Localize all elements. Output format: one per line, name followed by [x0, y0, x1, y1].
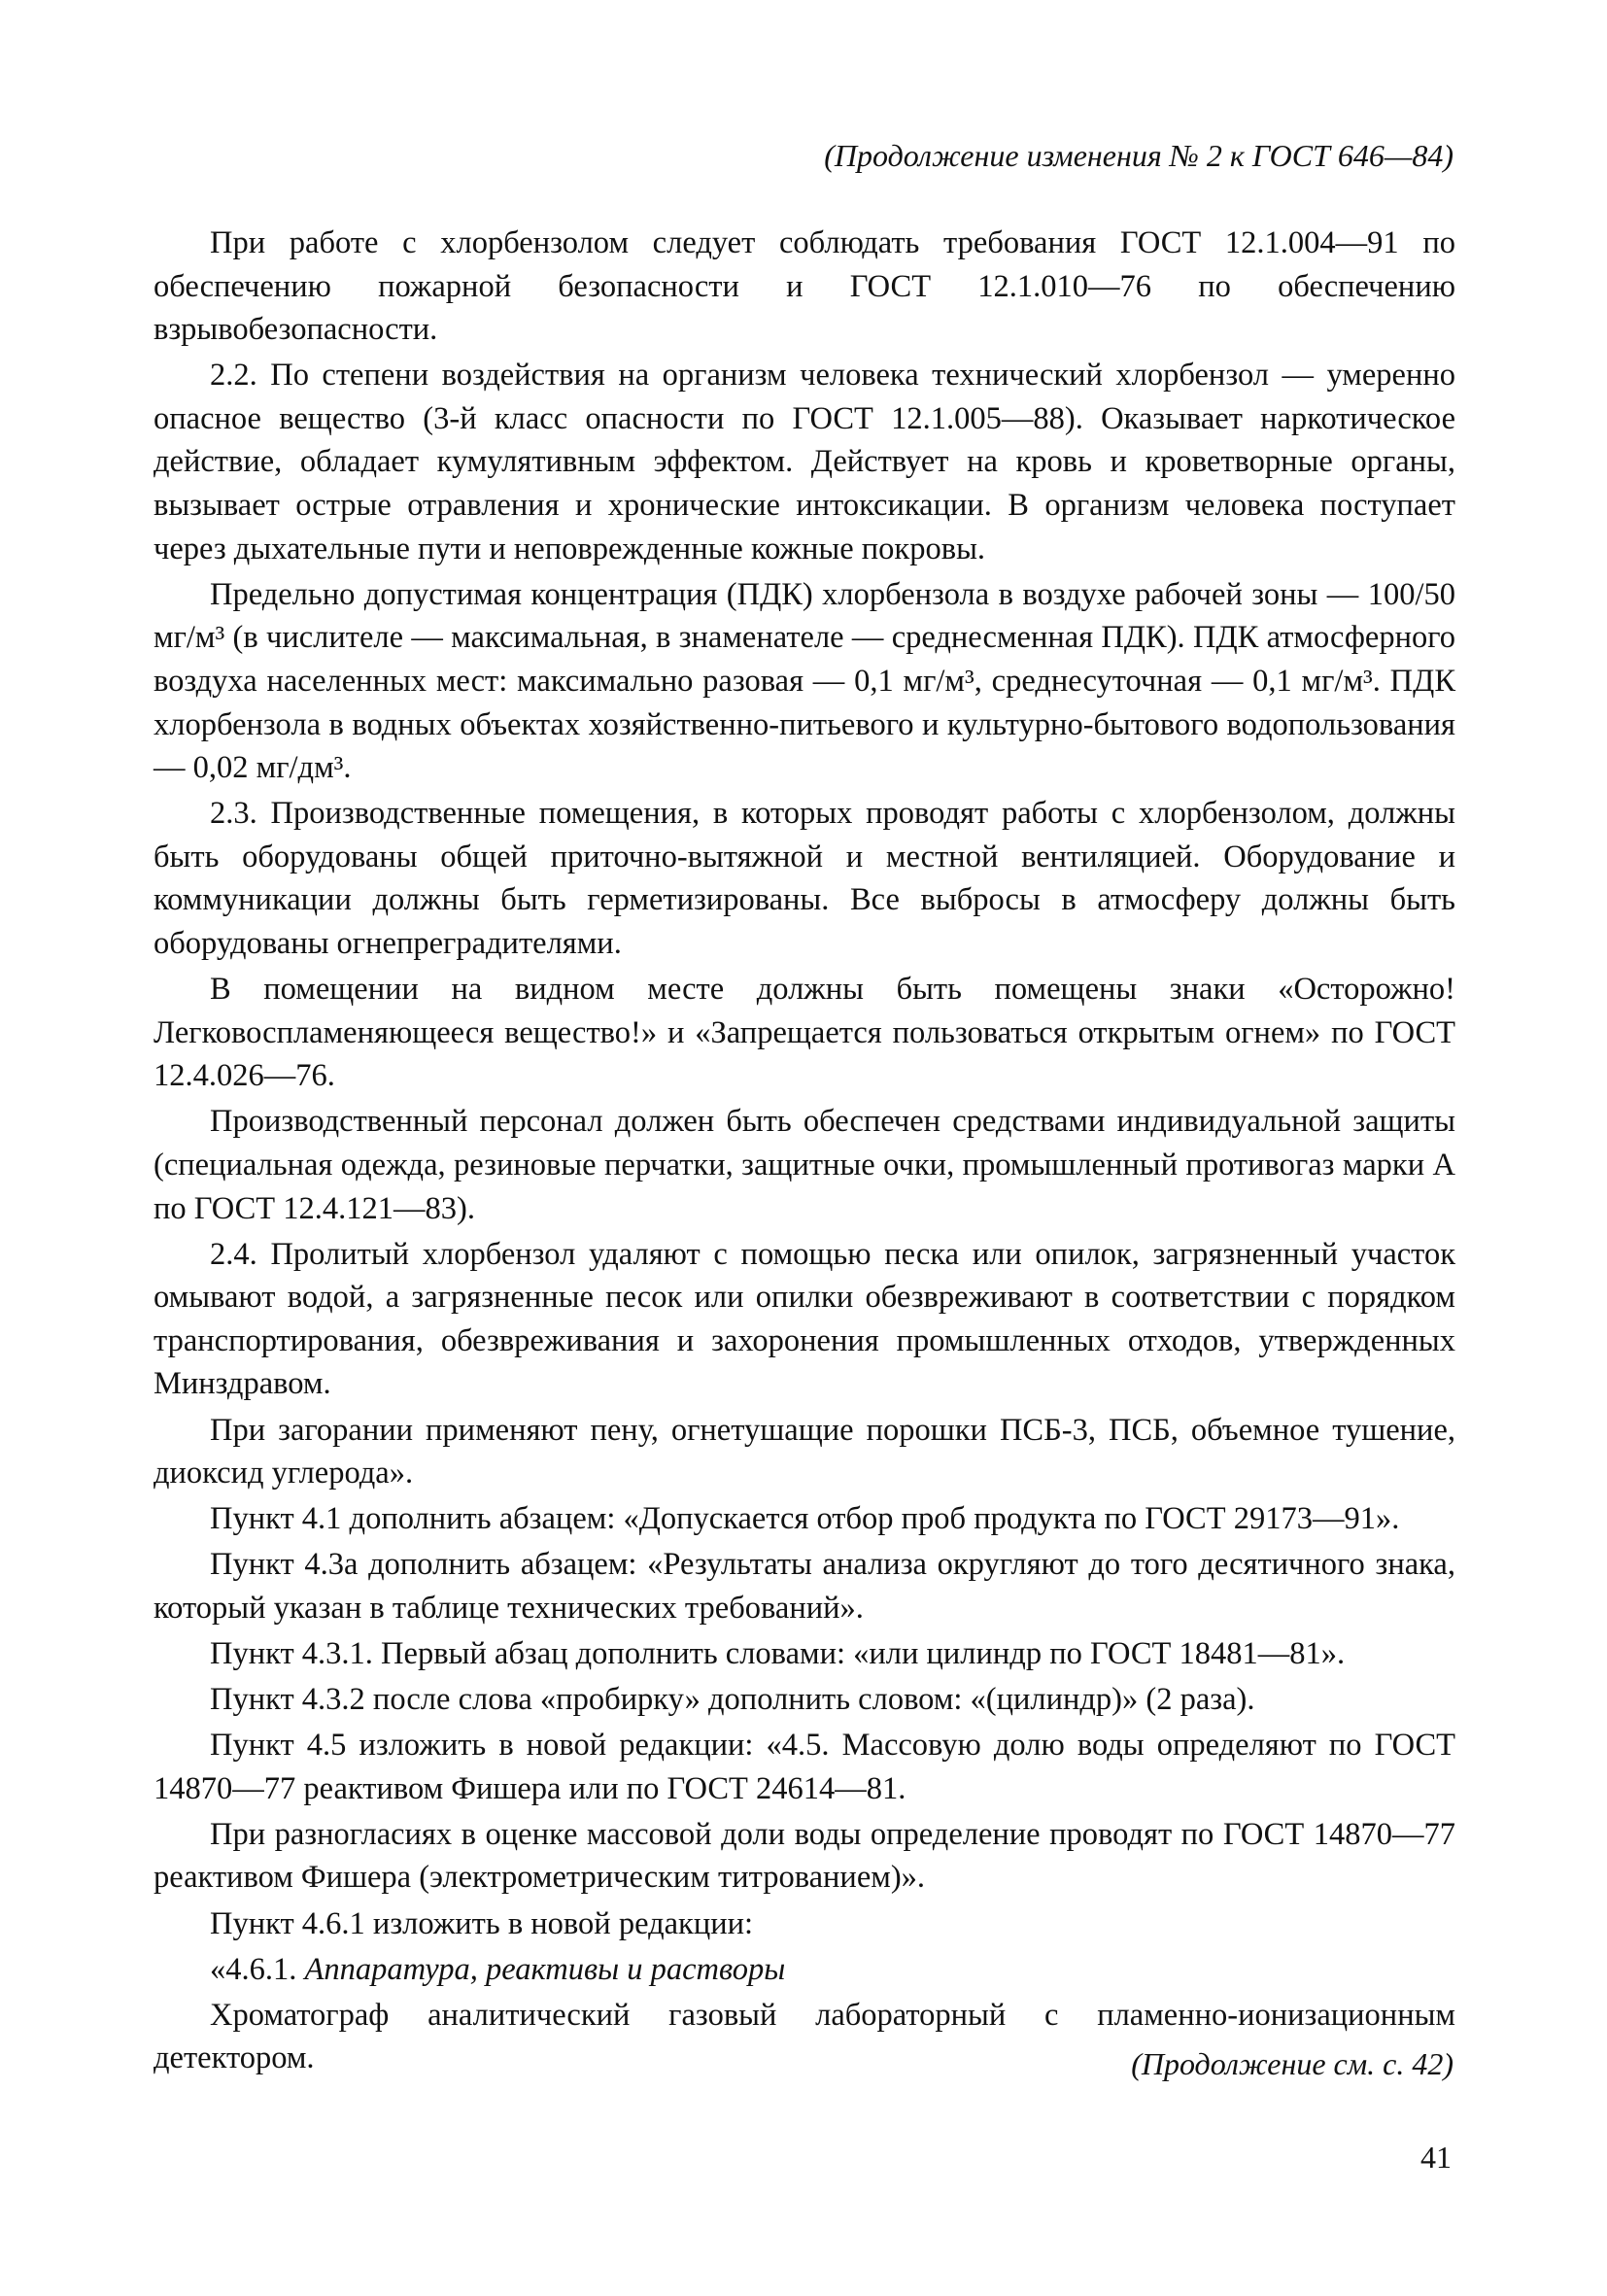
- paragraph-item-4-3-2: Пункт 4.3.2 после слова «пробирку» дополнить словом: «(цилиндр)» (2 раза).: [210, 1682, 1255, 1718]
- paragraph-2-3: 2.3. Производственные помещения, в которых проводят работы с хлорбензолом, должны быть оборудованы общей приточно-вытяжной и местной вентиляцией. Оборудование и коммуникации должны быть герметизированы. Все выбросы в атмосферу должны быть оборудованы огнепреградителями.: [154, 796, 1455, 961]
- paragraph-item-4-1: Пункт 4.1 дополнить абзацем: «Допускается отбор проб продукта по ГОСТ 29173—91».: [210, 1501, 1400, 1537]
- paragraph-2-4: 2.4. Пролитый хлорбензол удаляют с помощью песка или опилок, загрязненный участок омывают водой, а загрязненные песок или опилки обезвреживают в соответствии с порядком транспортирования, обезвреживания и захоронения промышленных отходов, утвержденных Минздравом.: [154, 1236, 1455, 1402]
- paragraph-fire-safety: При работе с хлорбензолом следует соблюдать требования ГОСТ 12.1.004—91 по обеспечению пожарной безопасности и ГОСТ 12.1.010—76 по обеспечению взрывобезопасности.: [154, 225, 1455, 348]
- paragraph-personal-protection: Производственный персонал должен быть обеспечен средствами индивидуальной защиты (специальная одежда, резиновые перчатки, защитные очки, промышленный противогаз марки А по ГОСТ 12.4.121—83).: [154, 1104, 1455, 1226]
- section-number: «4.6.1.: [210, 1951, 297, 1987]
- paragraph-item-4-3a: Пункт 4.3а дополнить абзацем: «Результаты анализа округляют до того десятичного знака, который указан в таблице технических требований».: [154, 1547, 1455, 1626]
- paragraph-fire-extinguishing: При загорании применяют пену, огнетушащие порошки ПСБ-3, ПСБ, объемное тушение, диоксид углерода».: [154, 1412, 1455, 1491]
- section-title: Аппаратура, реактивы и растворы: [304, 1951, 786, 1987]
- section-heading-4-6-1: [154, 1948, 1455, 1992]
- paragraph-item-4-6-1: Пункт 4.6.1 изложить в новой редакции:: [210, 1905, 754, 1941]
- paragraph-2-2: 2.2. По степени воздействия на организм человека технический хлорбензол — умеренно опасное вещество (3-й класс опасности по ГОСТ 12.1.005—88). Оказывает наркотическое действие, обладает кумулятивным эффектом. Действует на кровь и кроветворные органы, вызывает острые отравления и хронические интоксикации. В организм человека поступает через дыхательные пути и неповрежденные кожные покровы.: [154, 358, 1455, 566]
- page-header: (Продолжение изменения № 2 к ГОСТ 646—84): [824, 138, 1453, 173]
- page-number: 41: [1420, 2140, 1452, 2175]
- paragraph-pdk: Предельно допустимая концентрация (ПДК) хлорбензола в воздухе рабочей зоны — 100/50 мг/м³ (в числителе — максимальная, в знаменателе — среднесменная ПДК). ПДК атмосферного воздуха населенных мест: максимально разовая — 0,1 мг/м³, среднесуточная — 0,1 мг/м³. ПДК хлорбензола в водных объектах хозяйственно-питьевого и культурно-бытового водопользования — 0,02 мг/дм³.: [154, 576, 1455, 786]
- continuation-note: (Продолжение см. с. 42): [1131, 2046, 1453, 2081]
- paragraph-warning-signs: В помещении на видном месте должны быть помещены знаки «Осторожно! Легковоспламеняющееся вещество!» и «Запрещается пользоваться открытым огнем» по ГОСТ 12.4.026—76.: [154, 972, 1455, 1094]
- paragraph-chromatograph: Хроматограф аналитический газовый лабораторный с пламенно-ионизационным детектором.: [154, 1997, 1455, 2076]
- paragraph-disagreement: При разногласиях в оценке массовой доли воды определение проводят по ГОСТ 14870—77 реактивом Фишера (электрометрическим титрованием)».: [154, 1816, 1455, 1896]
- document-body: [154, 222, 1455, 2082]
- paragraph-item-4-5: Пункт 4.5 изложить в новой редакции: «4.5. Массовую долю воды определяют по ГОСТ 14870—77 реактивом Фишера или по ГОСТ 24614—81.: [154, 1728, 1455, 1806]
- paragraph-item-4-3-1: Пункт 4.3.1. Первый абзац дополнить словами: «или цилиндр по ГОСТ 18481—81».: [210, 1636, 1346, 1671]
